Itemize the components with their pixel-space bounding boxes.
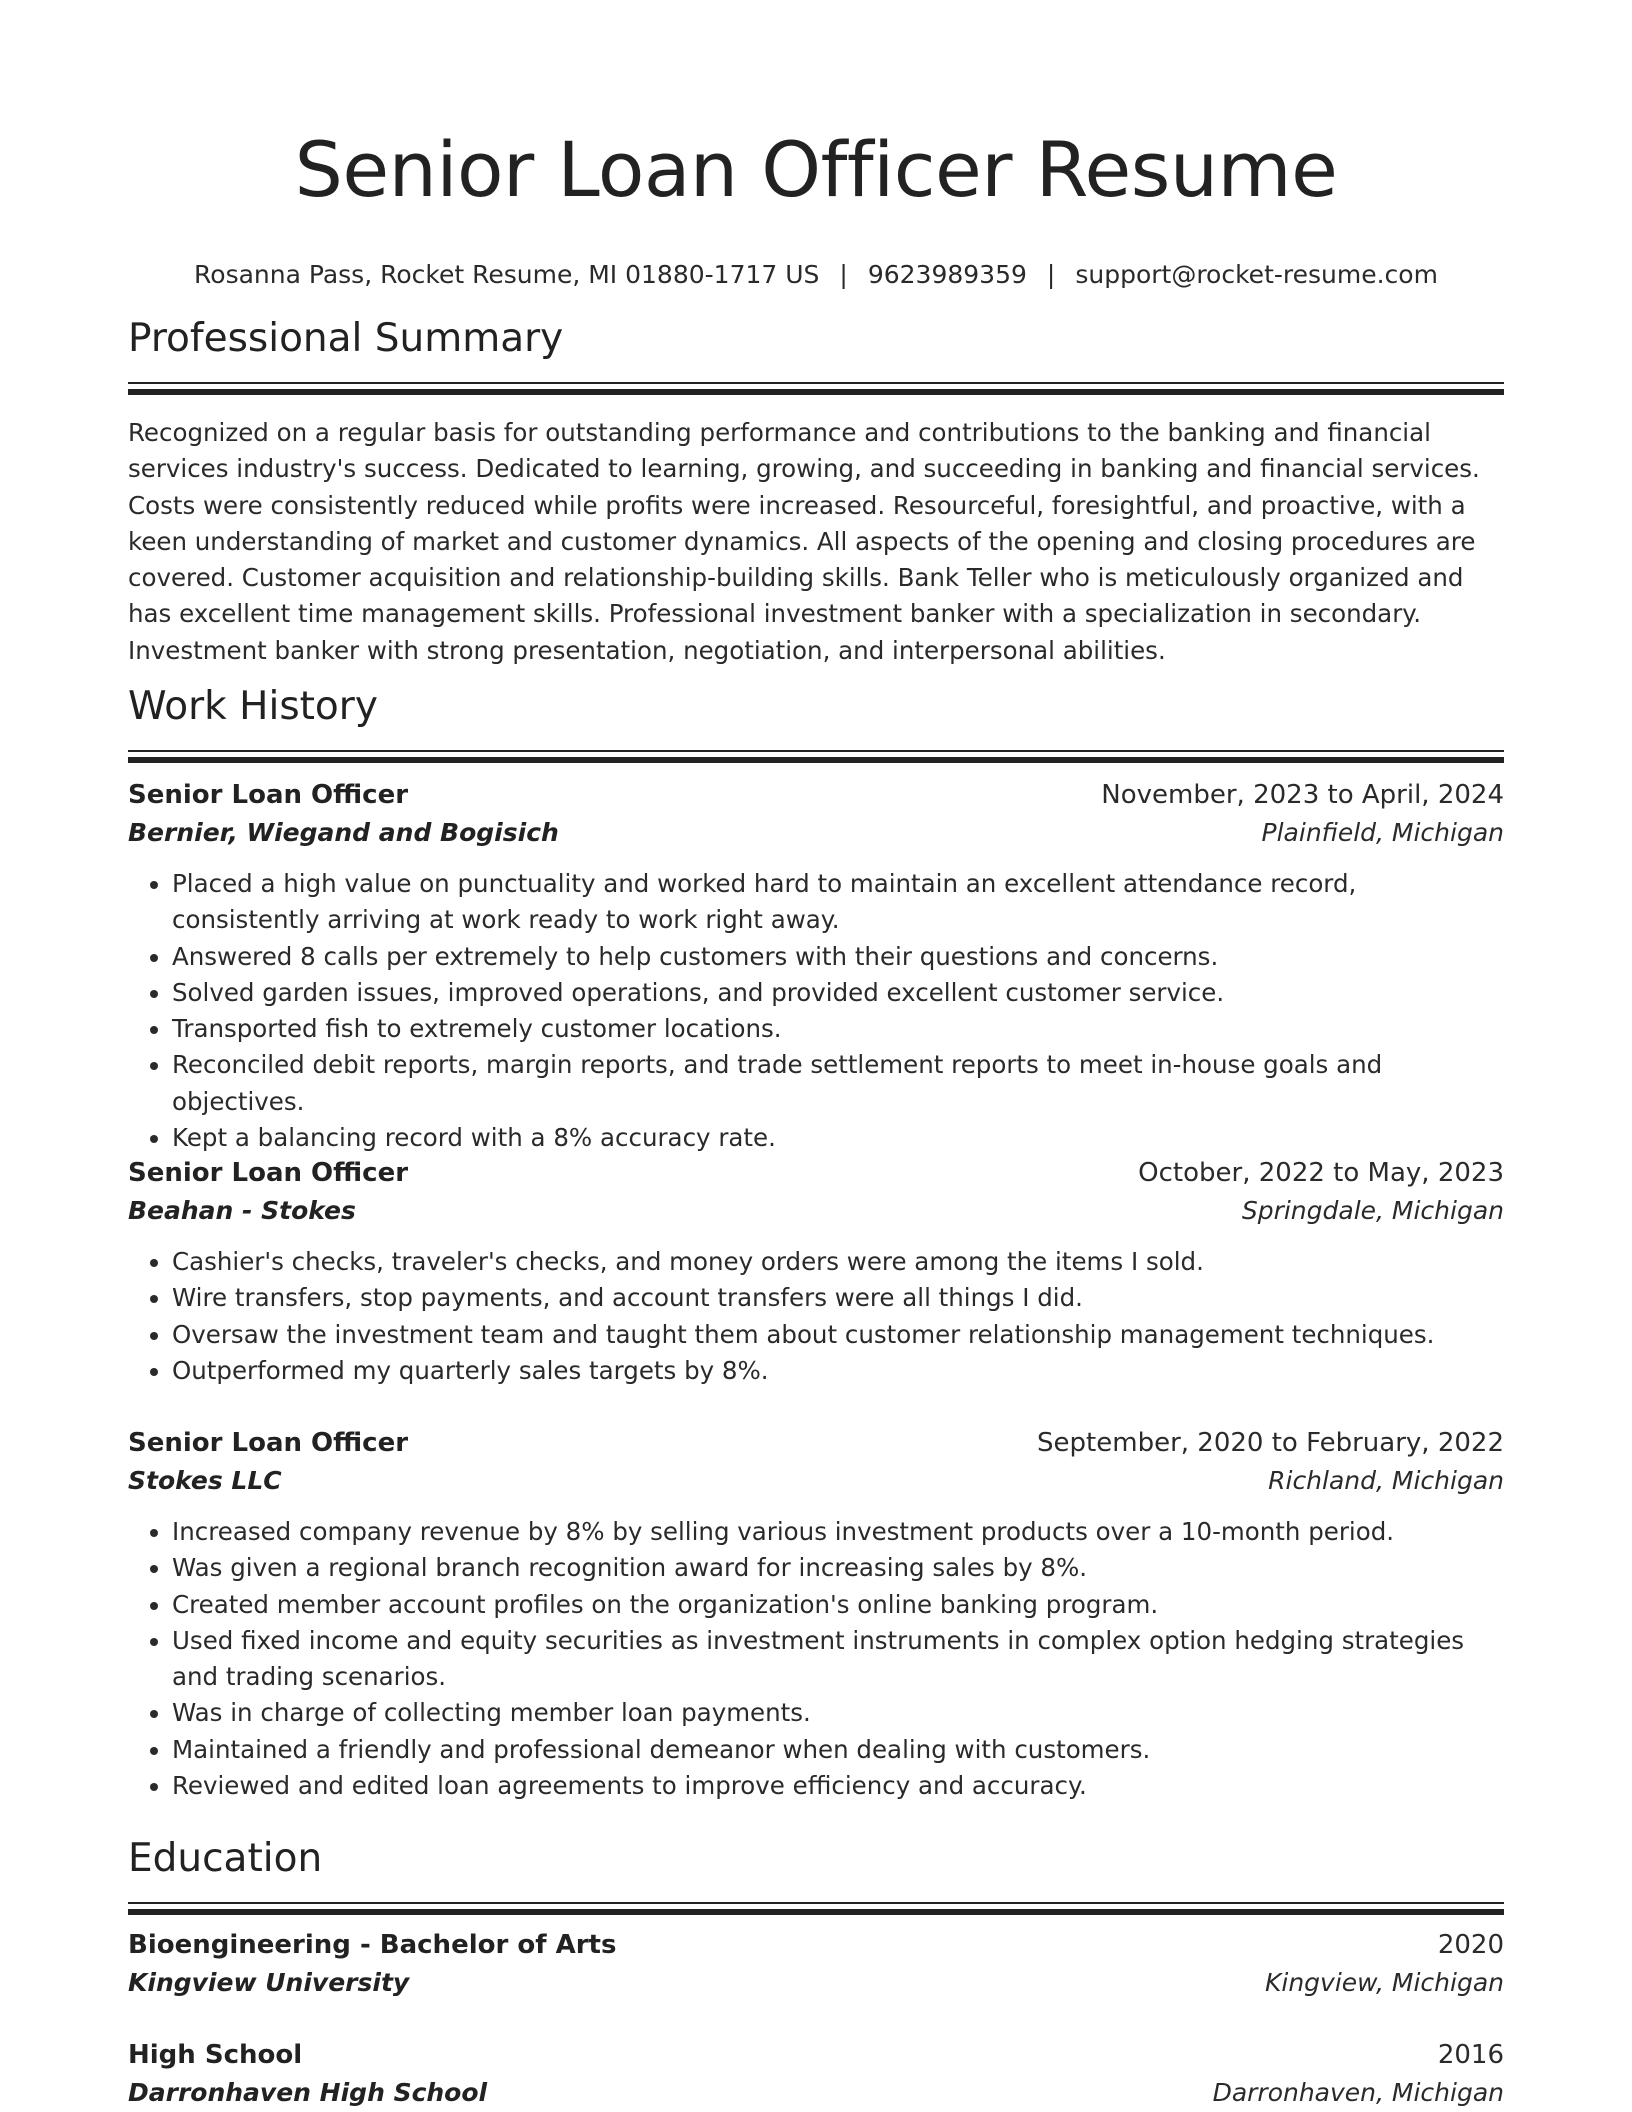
section-rule (128, 750, 1504, 763)
contact-phone: 9623989359 (867, 260, 1027, 289)
job-company: Beahan - Stokes (128, 1196, 356, 1225)
job-title: Senior Loan Officer (128, 1428, 409, 1458)
list-item: • Increased company revenue by 8% by selling various investment products over a 10-month period. (172, 1514, 1504, 1550)
section-heading-work-history: Work History (128, 684, 378, 729)
job-title: Senior Loan Officer (128, 1158, 409, 1188)
list-item: • Kept a balancing record with a 8% accuracy rate. (172, 1120, 1504, 1156)
edu-location: Darronhaven, Michigan (1212, 2078, 1504, 2107)
summary-section (128, 316, 1504, 669)
edu-year: 2016 (1437, 2040, 1504, 2070)
work-history-section (128, 684, 1504, 763)
job-location: Richland, Michigan (1268, 1466, 1504, 1495)
contact-separator: | (1046, 260, 1056, 289)
edu-school: Kingview University (128, 1968, 410, 1997)
edu-school: Darronhaven High School (128, 2078, 488, 2107)
edu-location: Kingview, Michigan (1264, 1968, 1504, 1997)
education-entry (128, 1926, 1504, 2002)
list-item: • Reviewed and edited loan agreements to improve efficiency and accuracy. (172, 1768, 1504, 1804)
list-item: • Transported fish to extremely customer locations. (172, 1011, 1504, 1047)
education-section (128, 1836, 1504, 1915)
list-item: • Reconciled debit reports, margin reports, and trade settlement reports to meet in-house goals and objectives. (172, 1047, 1504, 1120)
edu-year: 2020 (1437, 1930, 1504, 1960)
resume-title: Senior Loan Officer Resume (294, 125, 1338, 214)
list-item: • Placed a high value on punctuality and worked hard to maintain an excellent attendance record, consistently arriving at work ready to work right away. (172, 866, 1504, 939)
resume-page (128, 0, 1504, 2107)
job-dates: September, 2020 to February, 2022 (1037, 1428, 1504, 1458)
contact-email: support@rocket-resume.com (1075, 260, 1438, 289)
education-entry (128, 2036, 1504, 2112)
job-bullets (128, 1244, 1504, 1389)
list-item: • Was given a regional branch recognition award for increasing sales by 8%. (172, 1550, 1504, 1586)
list-item: • Maintained a friendly and professional demeanor when dealing with customers. (172, 1732, 1504, 1768)
list-item: • Answered 8 calls per extremely to help customers with their questions and concerns. (172, 939, 1504, 975)
edu-degree: Bioengineering - Bachelor of Arts (128, 1930, 617, 1960)
job-entry (128, 1154, 1504, 1389)
contact-line (128, 260, 1504, 290)
job-location: Springdale, Michigan (1241, 1196, 1504, 1225)
list-item: • Was in charge of collecting member loan payments. (172, 1695, 1504, 1731)
list-item: • Cashier's checks, traveler's checks, and money orders were among the items I sold. (172, 1244, 1504, 1280)
list-item: • Outperformed my quarterly sales targets by 8%. (172, 1353, 1504, 1389)
list-item: • Oversaw the investment team and taught them about customer relationship management techniques. (172, 1317, 1504, 1353)
section-heading-education: Education (128, 1836, 323, 1881)
contact-separator: | (839, 260, 848, 289)
job-dates: October, 2022 to May, 2023 (1138, 1158, 1504, 1188)
section-heading-summary: Professional Summary (128, 316, 564, 361)
job-company: Bernier, Wiegand and Bogisich (128, 818, 559, 847)
job-title: Senior Loan Officer (128, 780, 409, 810)
list-item: • Used fixed income and equity securities as investment instruments in complex option hedging strategies and trading scenarios. (172, 1623, 1504, 1696)
section-rule (128, 382, 1504, 395)
list-item: • Created member account profiles on the organization's online banking program. (172, 1587, 1504, 1623)
job-entry (128, 776, 1504, 1156)
job-entry (128, 1424, 1504, 1804)
edu-degree: High School (128, 2040, 303, 2070)
job-bullets (128, 1514, 1504, 1804)
list-item: • Solved garden issues, improved operations, and provided excellent customer service. (172, 975, 1504, 1011)
list-item: • Wire transfers, stop payments, and account transfers were all things I did. (172, 1280, 1504, 1316)
job-bullets (128, 866, 1504, 1156)
job-dates: November, 2023 to April, 2024 (1101, 780, 1504, 810)
contact-address: Rosanna Pass, Rocket Resume, MI 01880-1717 US (194, 260, 820, 289)
summary-text: Recognized on a regular basis for outstanding performance and contributions to the banking and financial services industry's success. Dedicated to learning, growing, and succeeding in banking and financial services. Costs were consistently reduced while profits were increased. Resourceful, foresightful, and proactive, with a keen understanding of market and customer dynamics. All aspects of the opening and closing procedures are covered. Customer acquisition and relationship-building skills. Bank Teller who is meticulously organized and has excellent time management skills. Professional investment banker with a specialization in secondary. Investment banker with strong presentation, negotiation, and interpersonal abilities. (128, 418, 1480, 665)
job-company: Stokes LLC (128, 1466, 282, 1495)
job-location: Plainfield, Michigan (1261, 818, 1504, 847)
section-rule (128, 1902, 1504, 1915)
